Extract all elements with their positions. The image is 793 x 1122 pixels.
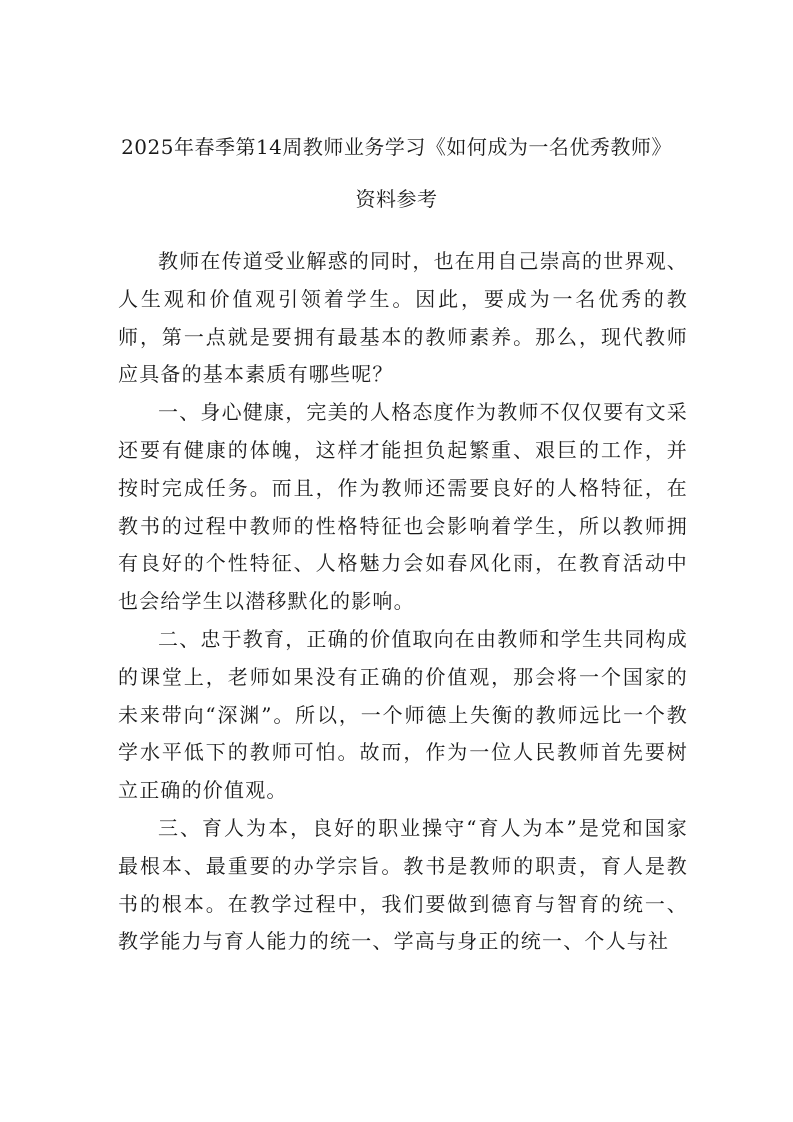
document-body bbox=[118, 243, 688, 961]
paragraph-point-1: 一、身心健康，完美的人格态度作为教师不仅仅要有文采还要有健康的体魄，这样才能担负起繁重、艰巨的工作，并按时完成任务。而且，作为教师还需要良好的人格特征，在教书的过程中教师的性格特征也会影响着学生，所以教师拥有良好的个性特征、人格魅力会如春风化雨，在教育活动中也会给学生以潜移默化的影响。 bbox=[118, 400, 688, 614]
document-subtitle: 资料参考 bbox=[355, 187, 438, 211]
paragraph-point-2: 二、忠于教育，正确的价值取向在由教师和学生共同构成的课堂上，老师如果没有正确的价值观，那会将一个国家的未来带向“深渊”。所以，一个师德上失衡的教师远比一个教学水平低下的教师可怕。故而，作为一位人民教师首先要树立正确的价值观。 bbox=[118, 626, 688, 803]
paragraph-point-3: 三、育人为本，良好的职业操守“育人为本”是党和国家最根本、最重要的办学宗旨。教书是教师的职责，育人是教书的根本。在教学过程中，我们要做到德育与智育的统一、教学能力与育人能力的统一、学高与身正的统一、个人与社 bbox=[118, 815, 688, 954]
paragraph-intro: 教师在传道受业解惑的同时，也在用自己崇高的世界观、人生观和价值观引领着学生。因此，要成为一名优秀的教师，第一点就是要拥有最基本的教师素养。那么，现代教师应具备的基本素质有哪些呢？ bbox=[118, 249, 688, 387]
document-title: 2025年春季第14周教师业务学习《如何成为一名优秀教师》 bbox=[121, 135, 672, 159]
